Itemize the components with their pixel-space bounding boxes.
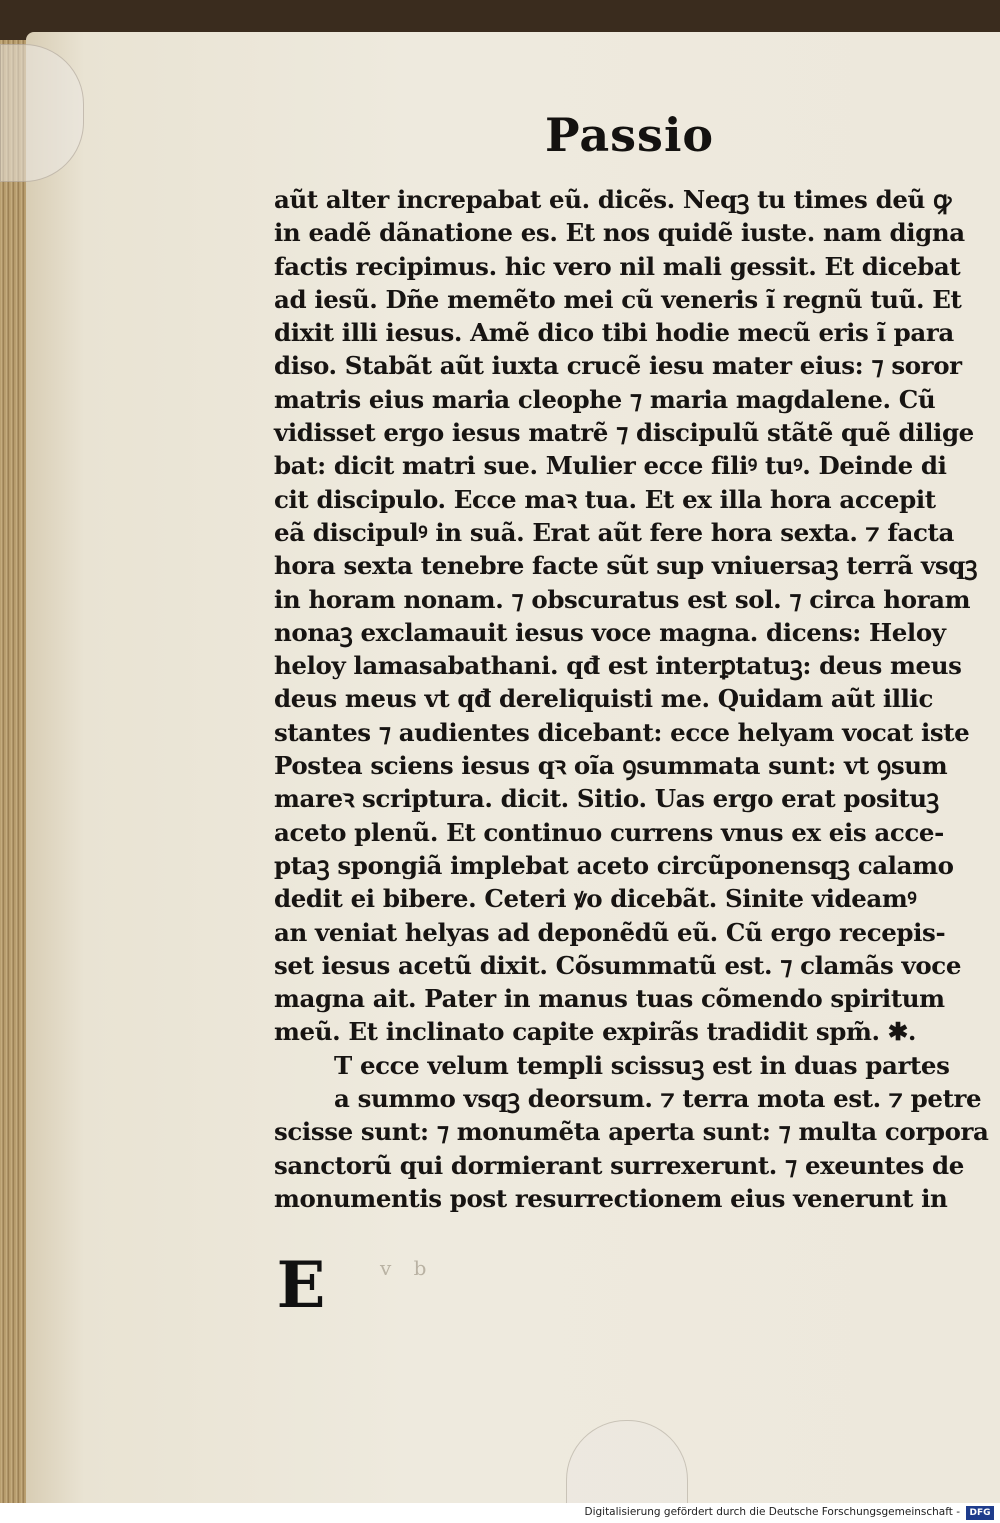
text-line: set iesus acetũ dixit. Cõsummatũ est. ⁊ clamãs voce	[274, 950, 962, 980]
text-line: eã discipulꝰ in suã. Erat aũt fere hora sexta. ⁊ facta	[274, 517, 954, 547]
text-line: scisse sunt: ⁊ monumẽta aperta sunt: ⁊ multa corpora	[274, 1117, 989, 1147]
footer-bar	[0, 1503, 1000, 1523]
text-line: ad iesũ. Dñe memẽto mei cũ veneris ĩ regnũ tuũ. Et	[274, 284, 962, 314]
text-line: Postea sciens iesus qꝛ oĩa ꝯsummata sunt: vt ꝯsum	[274, 751, 948, 781]
text-line: factis recipimus. hic vero nil mali gessit. Et dicebat	[274, 251, 961, 281]
text-line: cit discipulo. Ecce maꝛ tua. Et ex illa hora accepit	[274, 484, 936, 514]
text-line: hora sexta tenebre facte sũt sup vniuersaꝫ terrã vsqꝫ	[274, 551, 978, 581]
text-line: in eadẽ dãnatione es. Et nos quidẽ iuste. nam digna	[274, 218, 965, 248]
text-line: mareꝛ scriptura. dicit. Sitio. Uas ergo erat posituꝫ	[274, 784, 939, 814]
text-line: aceto plenũ. Et continuo currens vnus ex eis acce-	[274, 817, 944, 847]
dfg-logo-icon: DFG	[966, 1506, 994, 1520]
text-line: sanctorũ qui dormierant surrexerunt. ⁊ exeuntes de	[274, 1150, 964, 1180]
text-line: vidisset ergo iesus matrẽ ⁊ discipulũ stãtẽ quẽ dilige	[274, 418, 974, 448]
text-line: matris eius maria cleophe ⁊ maria magdalene. Cũ	[274, 384, 936, 414]
signature-mark: v b	[380, 1256, 435, 1280]
text-line: dixit illi iesus. Amẽ dico tibi hodie mecũ eris ĩ para	[274, 318, 954, 348]
text-line: ptaꝫ spongiã implebat aceto circũponensqꝫ calamo	[274, 850, 954, 880]
text-line: diso. Stabãt aũt iuxta crucẽ iesu mater eius: ⁊ soror	[274, 351, 962, 381]
text-line: aũt alter increpabat eũ. dicẽs. Neqꝫ tu times deũ ꝙ	[274, 185, 952, 214]
text-line: stantes ⁊ audientes dicebant: ecce helyam vocat iste	[274, 717, 970, 747]
text-line: T ecce velum templi scissuꝫ est in duas partes	[334, 1050, 950, 1080]
text-line: a summo vsqꝫ deorsum. ⁊ terra mota est. ⁊ petre	[334, 1084, 982, 1114]
text-line: nonaꝫ exclamauit iesus voce magna. dicens: Heloy	[274, 617, 946, 647]
text-line: in horam nonam. ⁊ obscuratus est sol. ⁊ circa horam	[274, 584, 971, 614]
text-line: magna ait. Pater in manus tuas cõmendo spiritum	[274, 984, 945, 1014]
text-line: monumentis post resurrectionem eius venerunt in	[274, 1183, 948, 1213]
text-line: deus meus vt qđ dereliquisti me. Quidam aũt illic	[274, 684, 933, 714]
text-line: meũ. Et inclinato capite expirãs tradidit spm̃. ✱.	[274, 1017, 917, 1047]
text-line: an veniat helyas ad deponẽdũ eũ. Cũ ergo recepis-	[274, 917, 946, 947]
running-head: Passio	[545, 108, 715, 162]
decorated-initial: E	[276, 1248, 326, 1323]
text-line: heloy lamasabathani. qđ est interꝑtatuꝫ: deus meus	[274, 651, 962, 681]
text-line: bat: dicit matri sue. Mulier ecce filiꝰ tuꝰ. Deinde di	[274, 451, 947, 481]
text-line: dedit ei bibere. Ceteri ꝟo dicebãt. Sinite videamꝰ	[274, 884, 917, 914]
funding-notice: Digitalisierung gefördert durch die Deutsche Forschungsgemeinschaft -	[584, 1506, 960, 1518]
